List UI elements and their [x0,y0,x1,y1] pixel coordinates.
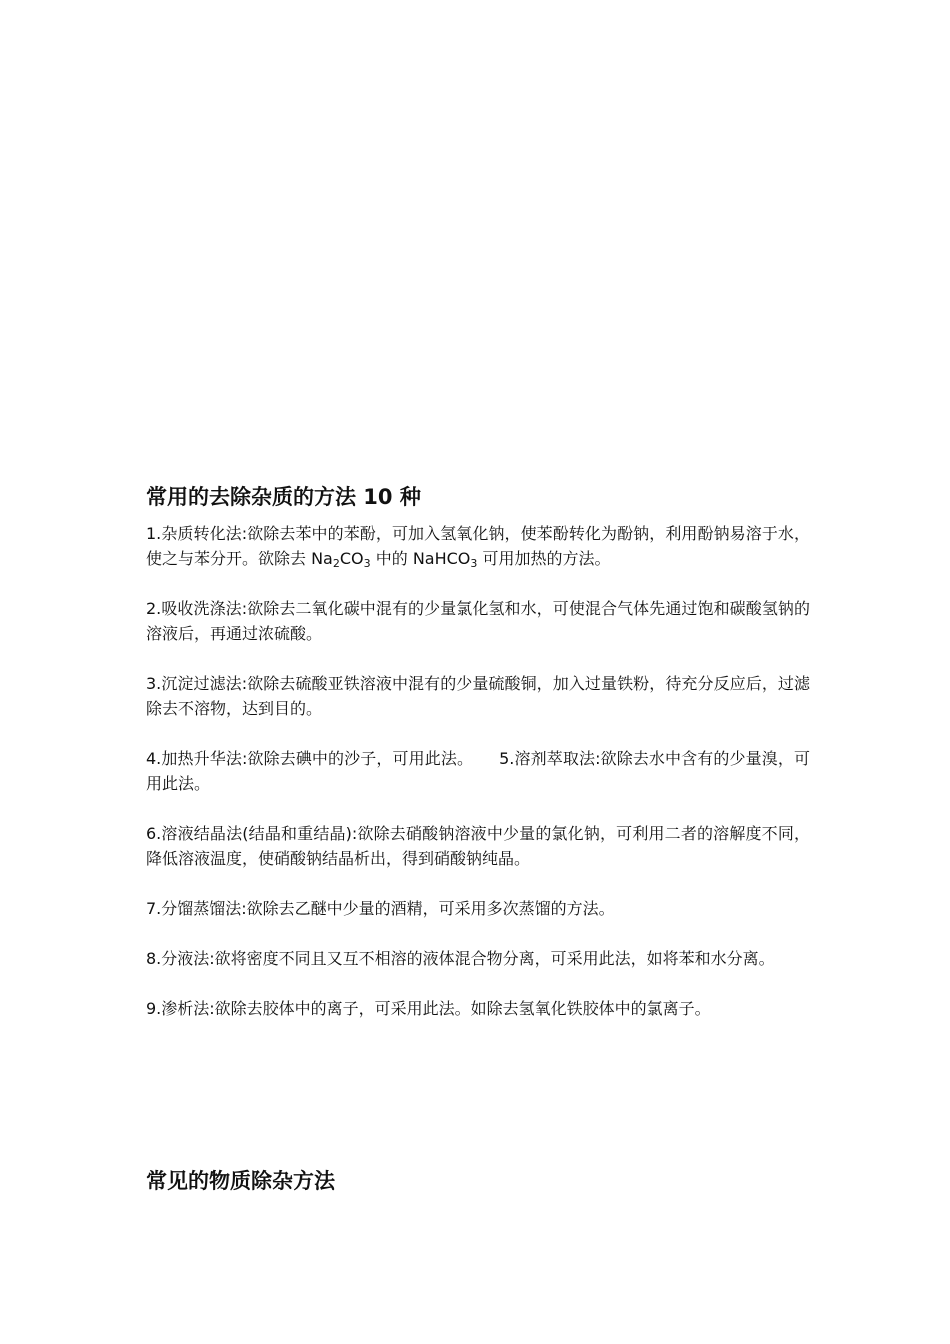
subscript-2: 2 [332,557,340,570]
method-item-1-text-c: 中的 NaHCO [370,549,471,568]
method-item-7: 7.分馏蒸馏法:欲除去乙醚中少量的酒精，可采用多次蒸馏的方法。 [146,899,615,918]
method-item-1-text-b: CO [339,549,364,568]
method-item-6: 6.溶液结晶法(结晶和重结晶):欲除去硝酸钠溶液中少量的氯化钠，可利用二者的溶解度不同，降低溶液温度，使硝酸钠结晶析出，得到硝酸钠纯晶。 [146,824,810,868]
method-list [146,521,810,1046]
method-item-8: 8.分液法:欲将密度不同且又互不相溶的液体混合物分离，可采用此法，如将苯和水分离。 [146,949,775,968]
subscript-3: 3 [363,557,371,570]
method-item-4: 4.加热升华法:欲除去碘中的沙子，可用此法。 [146,749,474,768]
method-item-2: 2.吸收洗涤法:欲除去二氧化碳中混有的少量氯化氢和水，可使混合气体先通过饱和碳酸氢钠的溶液后，再通过浓硫酸。 [146,599,810,643]
method-item-1-text-d: 可用加热的方法。 [477,549,611,568]
method-item-5: 5.溶剂萃取法:欲除去水中含有的少量溴，可用此法。 [146,749,810,793]
subscript-3b: 3 [470,557,478,570]
method-item-4-5 [146,746,810,796]
method-item-1-text-a: 1.杂质转化法:欲除去苯中的苯酚，可加入氢氧化钠，使苯酚转化为酚钠，利用酚钠易溶于水，使之与苯分开。欲除去 Na [146,524,810,568]
method-item-3: 3.沉淀过滤法:欲除去硫酸亚铁溶液中混有的少量硫酸铜，加入过量铁粉，待充分反应后，过滤除去不溶物，达到目的。 [146,674,810,718]
section-heading-common-methods: 常见的物质除杂方法 [146,1169,335,1193]
section-heading-methods: 常用的去除杂质的方法 10 种 [146,485,421,509]
method-item-1 [146,521,810,571]
method-item-9: 9.渗析法:欲除去胶体中的离子，可采用此法。如除去氢氧化铁胶体中的氯离子。 [146,999,711,1018]
